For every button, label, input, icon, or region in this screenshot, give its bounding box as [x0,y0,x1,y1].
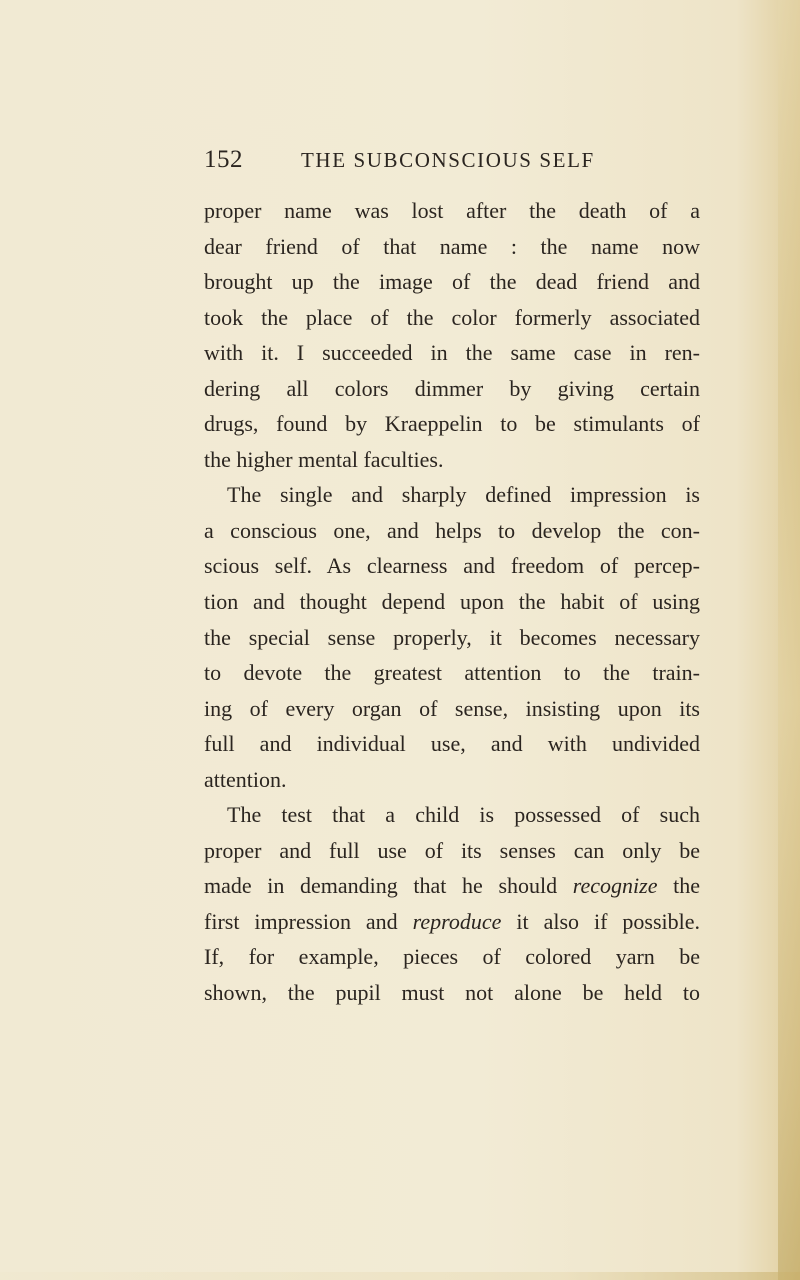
text-line: ing of every organ of sense, insisting upon its [204,695,700,721]
text-segment: it also if possible. [501,908,700,934]
text-line: dering all colors dimmer by giving certain [204,375,700,401]
text-line: attention. [204,766,287,792]
text-line: a conscious one, and helps to develop the con- [204,517,700,543]
text-line: full and individual use, and with undivided [204,731,700,757]
text-line: If, for example, pieces of colored yarn be [204,944,700,970]
text-line: drugs, found by Kraeppelin to be stimulants of [204,411,700,437]
page-bottom-stain [0,1272,800,1280]
page-edge-stain [778,0,800,1280]
paragraph-first-line: The single and sharply defined impression is [227,482,700,508]
text-segment: made in demanding that he should [204,873,573,899]
text-segment: first impression and [204,908,413,934]
text-line: scious self. As clearness and freedom of percep- [204,553,700,579]
text-line: to devote the greatest attention to the train- [204,660,700,686]
text-line: brought up the image of the dead friend and [204,269,700,295]
text-line: shown, the pupil must not alone be held to [204,980,700,1006]
text-line: the higher mental faculties. [204,446,444,472]
text-segment: the [657,873,700,899]
emphasized-word: reproduce [412,908,502,934]
paragraph-first-line: The test that a child is possessed of such [227,802,700,828]
body-text [204,193,700,1011]
text-line: proper name was lost after the death of a [204,198,700,223]
page-number: 152 [204,146,243,173]
text-line: proper and full use of its senses can only be [204,837,700,863]
page-header [204,146,700,176]
emphasized-word: recognize [572,873,658,899]
text-line [204,904,700,940]
text-line: with it. I succeeded in the same case in ren- [204,340,700,366]
text-line: dear friend of that name : the name now [204,233,700,259]
text-line: tion and thought depend upon the habit of using [204,589,700,615]
text-line: the special sense properly, it becomes necessary [204,624,700,650]
text-line [204,868,700,904]
text-line: took the place of the color formerly associated [204,304,700,330]
running-head: THE SUBCONSCIOUS SELF [301,148,595,172]
